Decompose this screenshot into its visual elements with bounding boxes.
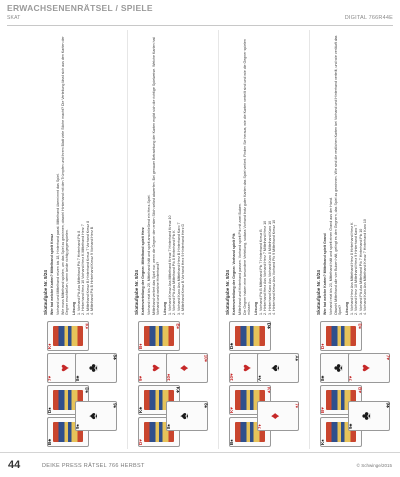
solution-heading: Lösung	[162, 302, 167, 315]
puzzle-question: Kartenverteilung der Gegner. Vorhand spielt Pik	[232, 233, 237, 315]
playing-card	[320, 321, 362, 351]
card-rank: K♦	[84, 323, 89, 329]
playing-card	[75, 353, 117, 383]
court-figure-icon	[235, 326, 265, 346]
solution-heading: Lösung	[344, 302, 349, 315]
card-rank: K♣	[175, 387, 180, 394]
card-layout	[136, 319, 208, 447]
puzzle-column-2	[131, 30, 213, 449]
skat-puzzle	[222, 30, 304, 449]
magazine-title: DEIKE PRESS RÄTSEL 766 HERBST	[42, 463, 145, 469]
suit-icon: ♠	[176, 412, 191, 420]
puzzle-body: Obwohl Mittelhand alle vier Buben hält, gelingt es den Gegnern, das Spiel zu gewinnen. Wie sind die restlichen Karten bei Vorhand und Hinterhand verteilt, und wie verläuft das Spiel?	[333, 35, 343, 315]
puzzle-intro: Vorhand reizt bis 23, Mittelhand hält und spielt einen Grand aus der Hand.	[329, 197, 334, 315]
suit-icon: ♠	[267, 364, 282, 372]
skat-puzzle	[131, 30, 213, 449]
solution-line: 4. Hinterhand Kreuz Ass Vorhand Pik 9 Mittelhand Kreuz 10	[272, 219, 277, 315]
card-rank: K♦	[47, 343, 52, 349]
card-rank: B♥	[357, 387, 362, 393]
court-figure-icon	[326, 326, 356, 346]
card-rank: D♦	[320, 343, 325, 349]
card-rank: B♦	[175, 323, 180, 329]
card-rank: 10♦	[203, 355, 208, 363]
puzzle-column-4	[313, 30, 395, 449]
solution-line: 2. Vorhand Herz 10 Mittelhand Herz 9 Hinterhand Karo 7	[354, 224, 359, 315]
puzzle-question: Wer hat welche Karten? Mittelhand spielt Grand	[323, 233, 328, 315]
solution-line: 2. Hinterhand Herz 10 Vorhand Herz K Mittelhand Herz 7	[81, 224, 86, 315]
column-divider	[127, 30, 128, 449]
card-rank: D♣	[229, 342, 234, 349]
card-rank: 7♥	[385, 355, 390, 361]
puzzle-body: Mittelhand verliert das Spiel nur, wenn die Gegner den ersten Stich selbst abwerfen. Bei genauer Betrachtung der Karten ergibt sich die richtige Spielweise. Welche Karten hat Vorhand und welche Hinterhand?	[151, 37, 161, 315]
playing-card	[229, 321, 271, 351]
card-rank: 7♥	[348, 375, 353, 381]
card-rank: B♦	[138, 343, 143, 349]
puzzle-question: Kartenverteilung der Gegner. Mittelhand spielt Herz	[141, 227, 146, 315]
suit-icon: ♣	[358, 411, 373, 421]
suit-icon: ♥	[57, 364, 72, 372]
card-rank: 9♣	[348, 423, 353, 429]
solution-line: 1. Vorhand Pik Ass Mittelhand Pik 7 Hinterhand Pik 8	[76, 230, 81, 315]
puzzle-text	[226, 35, 302, 315]
suit-icon: ♥	[239, 364, 254, 372]
playing-card	[75, 401, 117, 431]
header-subtitle: SKAT	[7, 15, 21, 21]
suit-icon: ♥	[358, 364, 373, 372]
playing-card	[348, 353, 390, 383]
solution-line: 1. Vorhand Herz Ass Mittelhand Herz 8 Hinterhand Herz K	[349, 222, 354, 315]
card-rank: B♣	[47, 438, 52, 445]
suit-icon: ♣	[85, 363, 100, 373]
card-rank: B♠	[229, 439, 234, 445]
suit-icon: ♣	[330, 363, 345, 373]
card-rank: D♠	[84, 387, 89, 393]
solution-line: 3. Vorhand Pik Ass Mittelhand Pik 7 Hinterhand Pik 10	[358, 228, 363, 315]
card-rank: 9♠	[112, 403, 117, 408]
solution-line: 2. Vorhand Pik Ass Mittelhand Pik 8 Hinterhand Pik K	[172, 230, 177, 315]
skat-puzzle	[40, 30, 122, 449]
solution-heading: Lösung	[71, 302, 76, 315]
card-rank: 9♠	[75, 424, 80, 429]
card-rank: 7♦	[257, 424, 262, 429]
playing-card	[47, 321, 89, 351]
header-divider	[7, 25, 393, 26]
puzzle-title: Skataufgabe Nr. 8/24	[225, 270, 230, 315]
puzzle-title: Skataufgabe Nr. 8/24	[43, 270, 48, 315]
card-rank: B♥	[320, 407, 325, 413]
card-layout	[45, 319, 117, 447]
card-rank: D♦	[357, 323, 362, 329]
solution-line: 4. Mittelhand Kreuz B Vorhand Herz 9 Hinterhand Herz D	[181, 223, 186, 315]
card-rank: K♥	[266, 387, 271, 393]
card-layout	[227, 319, 299, 447]
card-rank: K♣	[138, 406, 143, 413]
court-figure-icon	[144, 326, 174, 346]
puzzle-column-1	[40, 30, 122, 449]
solution-line: 1. Vorhand Kreuz Ass Mittelhand Kreuz 7 Hinterhand Kreuz 10	[167, 215, 172, 315]
skat-puzzle	[313, 30, 395, 449]
puzzle-title: Skataufgabe Nr. 8/24	[134, 270, 139, 315]
puzzle-intro: Vorhand reizt bis 20, Mittelhand hält und spielt anschließend ein Herz-Spiel.	[147, 194, 152, 315]
puzzle-text	[317, 35, 393, 315]
playing-card	[257, 401, 299, 431]
card-rank: 8♠	[203, 403, 208, 408]
playing-card	[257, 353, 299, 383]
card-rank: 7♦	[294, 403, 299, 408]
solution-line: 3. Vorhand Karo Ass Mittelhand Herz B Hinterhand Karo 7	[176, 222, 181, 315]
card-rank: 9♥	[138, 375, 143, 381]
suit-icon: ♠	[85, 412, 100, 420]
card-rank: 10♦	[166, 373, 171, 381]
puzzle-body: Die Gegner haben eine besondere Verteilung, sodass Vorhand trotz guter Karten das Spiel verliert. Finden Sie heraus, wie die Karten verteilt sind und wie die Gegner spielen müssen.	[242, 39, 252, 315]
puzzle-page	[40, 30, 396, 449]
puzzle-title: Skataufgabe Nr. 8/24	[316, 270, 321, 315]
puzzle-question: Wer hat welche Karten? Mittelhand spielt Kreuz	[50, 233, 55, 315]
header-title: ERWACHSENENRÄTSEL / SPIELE	[7, 3, 153, 13]
solution-line: 4. Vorhand Karo Ass Mittelhand Kreuz 7 Hinterhand Karo 10	[363, 219, 368, 315]
solution-line: 3. Hinterhand Karo Ass Vorhand Karo 8 Mittelhand Karo 10	[267, 220, 272, 315]
suit-icon: ♥	[148, 364, 163, 372]
solution-line: 4. Mittelhand Pik B Hinterhand Kreuz 9 Vorhand Herz B	[90, 226, 95, 315]
card-rank: 8♣	[75, 375, 80, 381]
puzzle-intro: Mittelhand und Hinterhand passen. Vorhand spielt Pik mit zwei Buben.	[238, 203, 243, 315]
card-rank: 8♣	[320, 375, 325, 381]
column-divider	[309, 30, 310, 449]
playing-card	[166, 353, 208, 383]
card-rank: 9♣	[385, 403, 390, 409]
card-rank: D♥	[138, 439, 143, 445]
solution-heading: Lösung	[253, 302, 258, 315]
card-rank: K♠	[320, 439, 325, 445]
page-footer	[0, 457, 400, 477]
suit-icon: ♦	[176, 364, 191, 372]
card-rank: K♥	[229, 407, 234, 413]
page-number: 44	[8, 459, 21, 471]
card-rank: 10♥	[229, 373, 234, 381]
puzzle-text	[135, 35, 211, 315]
page-header	[7, 3, 393, 25]
card-rank: D♠	[47, 407, 52, 413]
column-divider	[218, 30, 219, 449]
header-code: DIGITAL 766R44E	[344, 15, 393, 21]
card-rank: A♠	[257, 375, 262, 381]
card-rank: D♣	[266, 323, 271, 330]
footer-divider	[0, 452, 400, 453]
solution-line: 1. Vorhand Pik B Mittelhand Pik 7 Hinterhand Kreuz B	[258, 229, 263, 315]
card-rank: 7♥	[47, 375, 52, 381]
card-layout	[318, 319, 390, 447]
playing-card	[166, 401, 208, 431]
suit-icon: ♦	[267, 412, 282, 420]
puzzle-body: Wie muss Mittelhand spielen, um das Spiel zu gewinnen, obwohl Hinterhand mit den Trümpfen und ihrem Blatt viele Stiche macht? Die Verteilung lässt sich aus den Karten der Gegner erschließen, wenn beide richtig gegenspielen.	[60, 36, 70, 315]
puzzle-intro: Vorhand und Mittelhand reizen bis 18, Hinterhand passt. Mittelhand übernimmt das Spiel.	[56, 173, 61, 315]
puzzle-column-3	[222, 30, 304, 449]
solution-line: 3. Mittelhand Kreuz B Hinterhand Kreuz 7 Vorhand Kreuz 8	[85, 220, 90, 315]
playing-card	[348, 401, 390, 431]
card-rank: 8♣	[112, 355, 117, 361]
card-rank: A♠	[294, 355, 299, 361]
puzzle-text	[44, 35, 120, 315]
court-figure-icon	[53, 326, 83, 346]
card-rank: 8♠	[166, 424, 171, 429]
copyright-notice: © Schwinge/2015	[356, 463, 392, 468]
solution-line: 2. Hinterhand Herz Ass Vorhand Herz 7 Mittelhand Herz 10	[263, 220, 268, 315]
playing-card	[138, 321, 180, 351]
